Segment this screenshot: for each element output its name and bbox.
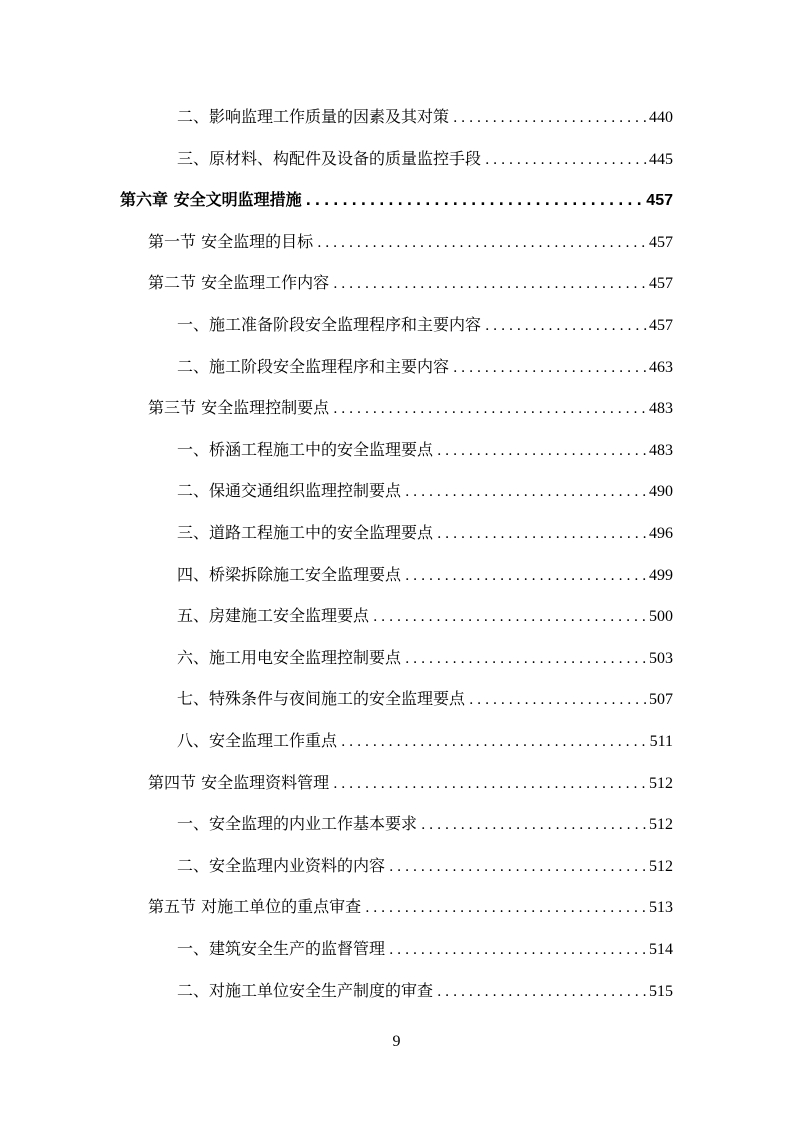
toc-entry[interactable] [177,312,673,338]
toc-entry-page: 512 [649,775,673,792]
toc-entry[interactable] [177,562,673,588]
dot-leader [485,313,647,339]
toc-entry[interactable] [177,853,673,879]
toc-entry-label: 一、建筑安全生产的监督管理 [177,939,386,958]
dot-leader [341,729,648,755]
toc-entry-page: 503 [649,650,673,667]
toc-entry-page: 507 [649,691,673,708]
page-number: 9 [392,1033,401,1050]
dot-leader [405,646,647,672]
dot-leader [389,854,647,880]
toc-entry[interactable] [177,978,673,1004]
toc-entry-label: 四、桥梁拆除施工安全监理要点 [177,565,402,584]
toc-entry-page: 445 [649,151,673,168]
dot-leader [373,604,647,630]
toc-entry-label: 二、安全监理内业资料的内容 [177,856,386,875]
toc-entry-label: 二、对施工单位安全生产制度的审查 [177,981,434,1000]
toc-entry-label: 三、道路工程施工中的安全监理要点 [177,523,434,542]
dot-leader [365,895,647,921]
toc-entry-label: 六、施工用电安全监理控制要点 [177,648,402,667]
toc-entry-label: 八、安全监理工作重点 [177,731,338,750]
toc-entry-label: 二、影响监理工作质量的因素及其对策 [177,107,450,126]
toc-entry[interactable] [177,811,673,837]
toc-section-entry[interactable] [148,894,673,920]
toc-entry-label: 五、房建施工安全监理要点 [177,606,370,625]
toc-section-entry[interactable] [148,229,673,255]
dot-leader [437,979,647,1005]
toc-entry-label: 七、特殊条件与夜间施工的安全监理要点 [177,689,466,708]
dot-leader [405,479,647,505]
toc-entry[interactable] [177,686,673,712]
toc-entry-label: 一、桥涵工程施工中的安全监理要点 [177,440,434,459]
dot-leader [421,812,647,838]
toc-entry-page: 457 [649,317,673,334]
toc-entry-page: 499 [649,567,673,584]
dot-leader [333,771,647,797]
toc-entry-page: 500 [649,608,673,625]
dot-leader [405,563,647,589]
dot-leader [389,937,647,963]
toc-entry-label: 第六章 安全文明监理措施 [120,190,302,209]
toc-entry-page: 457 [649,275,673,292]
toc-entry-page: 512 [649,816,673,833]
toc-entry-page: 515 [649,983,673,1000]
toc-entry-page: 457 [646,192,673,209]
toc-entry[interactable] [177,603,673,629]
toc-entry-page: 457 [649,234,673,251]
dot-leader [306,188,645,214]
toc-entry[interactable] [177,478,673,504]
toc-entry-label: 二、施工阶段安全监理程序和主要内容 [177,357,450,376]
dot-leader [453,355,647,381]
dot-leader [333,396,647,422]
toc-entry-label: 第五节 对施工单位的重点审查 [148,897,362,916]
toc-entry-label: 第一节 安全监理的目标 [148,232,314,251]
dot-leader [485,147,647,173]
toc-chapter-entry[interactable] [120,187,673,213]
dot-leader [453,105,647,131]
toc-entry[interactable] [177,645,673,671]
toc-entry[interactable] [177,520,673,546]
toc-entry-label: 三、原材料、构配件及设备的质量监控手段 [177,149,482,168]
toc-section-entry[interactable] [148,270,673,296]
toc-entry[interactable] [177,104,673,130]
toc-entry-page: 490 [649,483,673,500]
dot-leader [333,271,647,297]
toc-entry-label: 一、安全监理的内业工作基本要求 [177,814,418,833]
toc-section-entry[interactable] [148,395,673,421]
toc-entry[interactable] [177,354,673,380]
toc-entry-page: 513 [649,899,673,916]
dot-leader [437,521,647,547]
toc-entry-page: 511 [649,733,673,750]
toc-section-entry[interactable] [148,770,673,796]
toc-entry-page: 514 [649,941,673,958]
toc-entry-label: 二、保通交通组织监理控制要点 [177,481,402,500]
toc-entry-page: 483 [649,442,673,459]
toc-entry-label: 第四节 安全监理资料管理 [148,773,330,792]
toc-entry[interactable] [177,936,673,962]
toc-entry[interactable] [177,728,673,754]
toc-entry[interactable] [177,437,673,463]
toc-entry-page: 463 [649,359,673,376]
toc-entry-page: 496 [649,525,673,542]
toc-entry[interactable] [177,146,673,172]
toc-entry-page: 483 [649,400,673,417]
toc-entry-page: 512 [649,858,673,875]
toc-entry-label: 一、施工准备阶段安全监理程序和主要内容 [177,315,482,334]
dot-leader [469,687,647,713]
dot-leader [317,230,647,256]
dot-leader [437,438,647,464]
toc-entry-page: 440 [649,109,673,126]
toc-entry-label: 第二节 安全监理工作内容 [148,273,330,292]
toc-entry-label: 第三节 安全监理控制要点 [148,398,330,417]
